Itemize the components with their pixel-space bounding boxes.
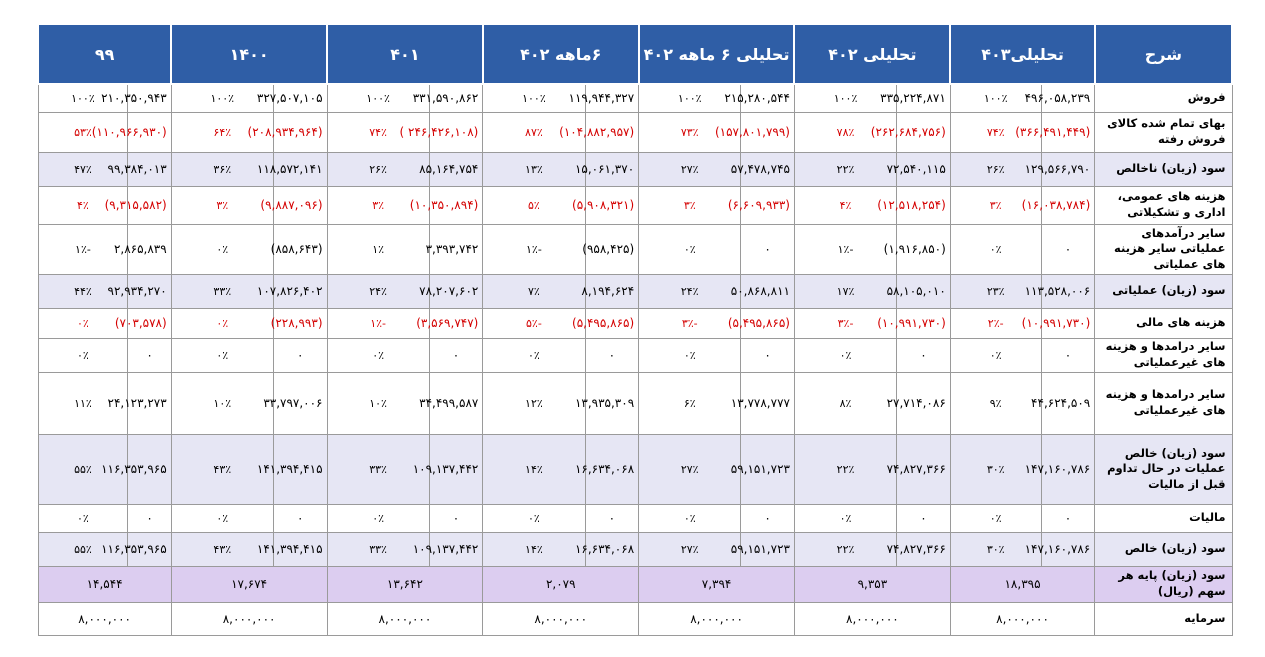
amount-cell: ۲۴,۱۲۳,۲۷۳: [128, 372, 171, 434]
percent-cell: ۰٪: [171, 504, 273, 532]
percent-cell: ۰٪: [171, 224, 273, 274]
percent-cell: ۵۵٪: [38, 532, 128, 566]
percent-cell: ۱۰۰٪: [483, 84, 585, 112]
amount-cell: ۰: [897, 338, 951, 372]
amount-cell: ۱۱۸,۵۷۲,۱۴۱: [273, 152, 327, 186]
percent-cell: ۳٪: [950, 186, 1041, 224]
amount-cell: ۰: [585, 338, 639, 372]
amount-cell: (۵,۹۰۸,۳۲۱): [585, 186, 639, 224]
percent-cell: ۳۶٪: [171, 152, 273, 186]
header-period: تحلیلی۴۰۳: [950, 24, 1094, 84]
amount-cell: (۲۲۸,۹۹۳): [273, 308, 327, 338]
capital-value: ۸,۰۰۰,۰۰۰: [950, 602, 1094, 635]
percent-cell: -۱٪: [794, 224, 896, 274]
table-row: [38, 186, 1232, 224]
amount-cell: ۱۴۱,۳۹۴,۴۱۵: [273, 434, 327, 504]
percent-cell: ۵۳٪: [38, 112, 128, 152]
capital-value: ۸,۰۰۰,۰۰۰: [38, 602, 171, 635]
amount-cell: ۴۴,۶۲۴,۵۰۹: [1041, 372, 1095, 434]
row-label: سود (زیان) ناخالص: [1095, 152, 1232, 186]
amount-cell: ۰: [1041, 338, 1095, 372]
income-statement-table: [37, 23, 1233, 636]
percent-cell: ۳۳٪: [327, 532, 429, 566]
amount-cell: ۷۴,۸۲۷,۳۶۶: [897, 532, 951, 566]
amount-cell: ۰: [741, 504, 795, 532]
percent-cell: ۹٪: [950, 372, 1041, 434]
percent-cell: ۰٪: [950, 504, 1041, 532]
amount-cell: ۱۳,۷۷۸,۷۷۷: [741, 372, 795, 434]
header-period: تحلیلی ۴۰۲: [794, 24, 950, 84]
amount-cell: ۱۵,۰۶۱,۳۷۰: [585, 152, 639, 186]
percent-cell: ۲۴٪: [327, 274, 429, 308]
percent-cell: ۰٪: [950, 224, 1041, 274]
percent-cell: -۱٪: [38, 224, 128, 274]
amount-cell: ۱۴۱,۳۹۴,۴۱۵: [273, 532, 327, 566]
percent-cell: ۴۷٪: [38, 152, 128, 186]
capital-row: [38, 602, 1232, 635]
percent-cell: ۲۳٪: [950, 274, 1041, 308]
percent-cell: ۰٪: [327, 504, 429, 532]
percent-cell: ۲۶٪: [950, 152, 1041, 186]
percent-cell: ۶٪: [639, 372, 741, 434]
amount-cell: (۳,۵۶۹,۷۴۷): [429, 308, 483, 338]
eps-value: ۱۳,۶۴۲: [327, 566, 483, 602]
amount-cell: ۱۰۹,۱۳۷,۴۴۲: [429, 532, 483, 566]
header-period: تحلیلی ۶ ماهه ۴۰۲: [639, 24, 795, 84]
amount-cell: ۵۰,۸۶۸,۸۱۱: [741, 274, 795, 308]
amount-cell: ۵۷,۴۷۸,۷۴۵: [741, 152, 795, 186]
percent-cell: ۱۱٪: [38, 372, 128, 434]
percent-cell: ۰٪: [38, 308, 128, 338]
amount-cell: ۷۴,۸۲۷,۳۶۶: [897, 434, 951, 504]
amount-cell: ۰: [585, 504, 639, 532]
table-row: [38, 112, 1232, 152]
capital-value: ۸,۰۰۰,۰۰۰: [483, 602, 639, 635]
percent-cell: ۲۲٪: [794, 152, 896, 186]
percent-cell: -۲٪: [950, 308, 1041, 338]
percent-cell: ۵۵٪: [38, 434, 128, 504]
row-label: سود (زیان) خالص: [1095, 532, 1232, 566]
row-label: فروش: [1095, 84, 1232, 112]
amount-cell: ۵۹,۱۵۱,۷۲۳: [741, 532, 795, 566]
eps-row: [38, 566, 1232, 602]
amount-cell: ۱۴۷,۱۶۰,۷۸۶: [1041, 532, 1095, 566]
percent-cell: ۱۰٪: [171, 372, 273, 434]
percent-cell: ۱۰۰٪: [171, 84, 273, 112]
percent-cell: ۰٪: [483, 338, 585, 372]
amount-cell: ۲۷,۷۱۴,۰۸۶: [897, 372, 951, 434]
table-row: [38, 308, 1232, 338]
row-label: سایر درامدها و هزینه های غیرعملیاتی: [1095, 338, 1232, 372]
amount-cell: ۱۰۷,۸۲۶,۴۰۲: [273, 274, 327, 308]
percent-cell: ۴٪: [794, 186, 896, 224]
amount-cell: ۱۱۶,۳۵۳,۹۶۵: [128, 532, 171, 566]
eps-value: ۷,۳۹۴: [639, 566, 795, 602]
table-row: [38, 372, 1232, 434]
amount-cell: (۶,۶۰۹,۹۳۳): [741, 186, 795, 224]
amount-cell: ۳۲۷,۵۰۷,۱۰۵: [273, 84, 327, 112]
row-label: سود (زیان) خالص عملیات در حال تداوم قبل از مالیات: [1095, 434, 1232, 504]
percent-cell: ۲۲٪: [794, 532, 896, 566]
header-period: ۴۰۱: [327, 24, 483, 84]
percent-cell: ۱۴٪: [483, 434, 585, 504]
percent-cell: ۸٪: [794, 372, 896, 434]
percent-cell: ۴٪: [38, 186, 128, 224]
percent-cell: ۰٪: [171, 338, 273, 372]
percent-cell: -۳٪: [639, 308, 741, 338]
amount-cell: ۳۴,۴۹۹,۵۸۷: [429, 372, 483, 434]
amount-cell: (۱۰۴,۸۸۲,۹۵۷): [585, 112, 639, 152]
amount-cell: ۱۴۷,۱۶۰,۷۸۶: [1041, 434, 1095, 504]
amount-cell: ۰: [273, 338, 327, 372]
percent-cell: ۱۲٪: [483, 372, 585, 434]
amount-cell: ۱۰۹,۱۳۷,۴۴۲: [429, 434, 483, 504]
amount-cell: ۳۳۵,۲۲۴,۸۷۱: [897, 84, 951, 112]
percent-cell: ۱۰۰٪: [327, 84, 429, 112]
amount-cell: ۰: [741, 338, 795, 372]
table-row: [38, 532, 1232, 566]
amount-cell: (۱۲,۵۱۸,۲۵۴): [897, 186, 951, 224]
amount-cell: (۱۵۷,۸۰۱,۷۹۹): [741, 112, 795, 152]
eps-value: ۱۴,۵۴۴: [38, 566, 171, 602]
table-row: [38, 338, 1232, 372]
row-label: سرمایه: [1095, 602, 1232, 635]
amount-cell: ۵۹,۱۵۱,۷۲۳: [741, 434, 795, 504]
percent-cell: -۱٪: [327, 308, 429, 338]
row-label: سود (زیان) پایه هر سهم (ریال): [1095, 566, 1232, 602]
percent-cell: ۲۲٪: [794, 434, 896, 504]
percent-cell: ۰٪: [639, 504, 741, 532]
percent-cell: -۳٪: [794, 308, 896, 338]
capital-value: ۸,۰۰۰,۰۰۰: [794, 602, 950, 635]
amount-cell: ۸,۱۹۴,۶۲۴: [585, 274, 639, 308]
amount-cell: ۷۲,۵۴۰,۱۱۵: [897, 152, 951, 186]
amount-cell: (۱۰,۹۹۱,۷۳۰): [1041, 308, 1095, 338]
amount-cell: ۱۱۳,۵۲۸,۰۰۶: [1041, 274, 1095, 308]
amount-cell: ۲,۸۶۵,۸۳۹: [128, 224, 171, 274]
percent-cell: ۰٪: [38, 338, 128, 372]
eps-value: ۲,۰۷۹: [483, 566, 639, 602]
percent-cell: ۰٪: [950, 338, 1041, 372]
percent-cell: ۱۰٪: [327, 372, 429, 434]
percent-cell: ۳٪: [327, 186, 429, 224]
percent-cell: ۴۴٪: [38, 274, 128, 308]
percent-cell: ۱٪: [327, 224, 429, 274]
amount-cell: ۹۹,۳۸۴,۰۱۳: [128, 152, 171, 186]
amount-cell: ۱۱۹,۹۴۴,۳۲۷: [585, 84, 639, 112]
percent-cell: ۵٪: [483, 186, 585, 224]
header-period: ۶ماهه ۴۰۲: [483, 24, 639, 84]
amount-cell: (۲۴۶,۴۲۶,۱۰۸ ): [429, 112, 483, 152]
capital-value: ۸,۰۰۰,۰۰۰: [171, 602, 327, 635]
eps-value: ۹,۳۵۳: [794, 566, 950, 602]
percent-cell: ۳٪: [639, 186, 741, 224]
amount-cell: ۲۱۰,۳۵۰,۹۴۳: [128, 84, 171, 112]
amount-cell: (۲۶۲,۶۸۴,۷۵۶): [897, 112, 951, 152]
percent-cell: ۲۷٪: [639, 434, 741, 504]
percent-cell: ۸۷٪: [483, 112, 585, 152]
percent-cell: ۷۴٪: [327, 112, 429, 152]
percent-cell: ۳۰٪: [950, 434, 1041, 504]
amount-cell: ۰: [273, 504, 327, 532]
percent-cell: ۳۳٪: [171, 274, 273, 308]
percent-cell: ۲۷٪: [639, 532, 741, 566]
header-period: ۹۹: [38, 24, 171, 84]
percent-cell: ۳۳٪: [327, 434, 429, 504]
amount-cell: ۰: [429, 504, 483, 532]
amount-cell: (۸۵۸,۶۴۳): [273, 224, 327, 274]
header-description: شرح: [1095, 24, 1232, 84]
amount-cell: (۵,۴۹۵,۸۶۵): [741, 308, 795, 338]
percent-cell: ۱۰۰٪: [950, 84, 1041, 112]
amount-cell: (۲۰۸,۹۳۴,۹۶۴): [273, 112, 327, 152]
row-label: سایر درآمدهای عملیاتی سایر هزینه های عملیاتی: [1095, 224, 1232, 274]
percent-cell: ۰٪: [38, 504, 128, 532]
amount-cell: ۹۲,۹۳۴,۲۷۰: [128, 274, 171, 308]
amount-cell: (۱,۹۱۶,۸۵۰): [897, 224, 951, 274]
amount-cell: ۰: [741, 224, 795, 274]
percent-cell: ۱۴٪: [483, 532, 585, 566]
percent-cell: ۳۰٪: [950, 532, 1041, 566]
amount-cell: (۹,۳۱۵,۵۸۲): [128, 186, 171, 224]
eps-value: ۱۷,۶۷۴: [171, 566, 327, 602]
header-period: ۱۴۰۰: [171, 24, 327, 84]
percent-cell: ۰٪: [794, 338, 896, 372]
percent-cell: ۱۰۰٪: [794, 84, 896, 112]
percent-cell: ۰٪: [639, 224, 741, 274]
amount-cell: ۳۳,۷۹۷,۰۰۶: [273, 372, 327, 434]
table-row: [38, 504, 1232, 532]
amount-cell: ۷۸,۲۰۷,۶۰۲: [429, 274, 483, 308]
amount-cell: (۳۶۶,۴۹۱,۴۴۹): [1041, 112, 1095, 152]
amount-cell: ۱۱۶,۳۵۳,۹۶۵: [128, 434, 171, 504]
header-row: [38, 24, 1232, 84]
amount-cell: ۰: [1041, 224, 1095, 274]
table-row: [38, 434, 1232, 504]
percent-cell: ۲۷٪: [639, 152, 741, 186]
percent-cell: ۰٪: [171, 308, 273, 338]
percent-cell: ۱۷٪: [794, 274, 896, 308]
percent-cell: ۷٪: [483, 274, 585, 308]
percent-cell: ۴۳٪: [171, 532, 273, 566]
percent-cell: ۴۳٪: [171, 434, 273, 504]
table-row: [38, 152, 1232, 186]
percent-cell: ۰٪: [639, 338, 741, 372]
amount-cell: (۱۱۰,۹۶۶,۹۳۰): [128, 112, 171, 152]
amount-cell: (۵,۴۹۵,۸۶۵): [585, 308, 639, 338]
percent-cell: ۲۶٪: [327, 152, 429, 186]
percent-cell: ۰٪: [327, 338, 429, 372]
amount-cell: ۱۶,۶۳۴,۰۶۸: [585, 532, 639, 566]
capital-value: ۸,۰۰۰,۰۰۰: [639, 602, 795, 635]
percent-cell: ۲۴٪: [639, 274, 741, 308]
percent-cell: ۷۸٪: [794, 112, 896, 152]
amount-cell: ۴۹۶,۰۵۸,۲۳۹: [1041, 84, 1095, 112]
percent-cell: -۵٪: [483, 308, 585, 338]
capital-value: ۸,۰۰۰,۰۰۰: [327, 602, 483, 635]
amount-cell: (۷۰۳,۵۷۸): [128, 308, 171, 338]
percent-cell: ۱۰۰٪: [38, 84, 128, 112]
amount-cell: ۳۳۱,۵۹۰,۸۶۲: [429, 84, 483, 112]
percent-cell: -۱٪: [483, 224, 585, 274]
percent-cell: ۶۴٪: [171, 112, 273, 152]
amount-cell: ۱۶,۶۳۴,۰۶۸: [585, 434, 639, 504]
percent-cell: ۱۰۰٪: [639, 84, 741, 112]
row-label: مالیات: [1095, 504, 1232, 532]
percent-cell: ۰٪: [794, 504, 896, 532]
percent-cell: ۰٪: [483, 504, 585, 532]
amount-cell: ۱۲۹,۵۶۶,۷۹۰: [1041, 152, 1095, 186]
amount-cell: (۱۰,۳۵۰,۸۹۴): [429, 186, 483, 224]
percent-cell: ۳٪: [171, 186, 273, 224]
percent-cell: ۱۳٪: [483, 152, 585, 186]
amount-cell: (۱۰,۹۹۱,۷۳۰): [897, 308, 951, 338]
percent-cell: ۷۳٪: [639, 112, 741, 152]
row-label: هزینه های مالی: [1095, 308, 1232, 338]
table-row: [38, 84, 1232, 112]
amount-cell: ۰: [897, 504, 951, 532]
amount-cell: ۲۱۵,۲۸۰,۵۴۴: [741, 84, 795, 112]
amount-cell: ۰: [128, 338, 171, 372]
table-row: [38, 274, 1232, 308]
amount-cell: ۰: [429, 338, 483, 372]
row-label: هزینه های عمومی، اداری و تشکیلاتی: [1095, 186, 1232, 224]
row-label: سود (زیان) عملیاتی: [1095, 274, 1232, 308]
amount-cell: (۱۶,۰۳۸,۷۸۴): [1041, 186, 1095, 224]
amount-cell: (۹۵۸,۴۲۵): [585, 224, 639, 274]
percent-cell: ۷۴٪: [950, 112, 1041, 152]
amount-cell: ۰: [128, 504, 171, 532]
amount-cell: ۸۵,۱۶۴,۷۵۴: [429, 152, 483, 186]
amount-cell: ۱۳,۹۳۵,۳۰۹: [585, 372, 639, 434]
amount-cell: (۹,۸۸۷,۰۹۶): [273, 186, 327, 224]
table-row: [38, 224, 1232, 274]
eps-value: ۱۸,۳۹۵: [950, 566, 1094, 602]
row-label: سایر درامدها و هزینه های غیرعملیاتی: [1095, 372, 1232, 434]
row-label: بهای تمام شده کالای فروش رفته: [1095, 112, 1232, 152]
amount-cell: ۵۸,۱۰۵,۰۱۰: [897, 274, 951, 308]
amount-cell: ۰: [1041, 504, 1095, 532]
amount-cell: ۳,۳۹۳,۷۴۲: [429, 224, 483, 274]
